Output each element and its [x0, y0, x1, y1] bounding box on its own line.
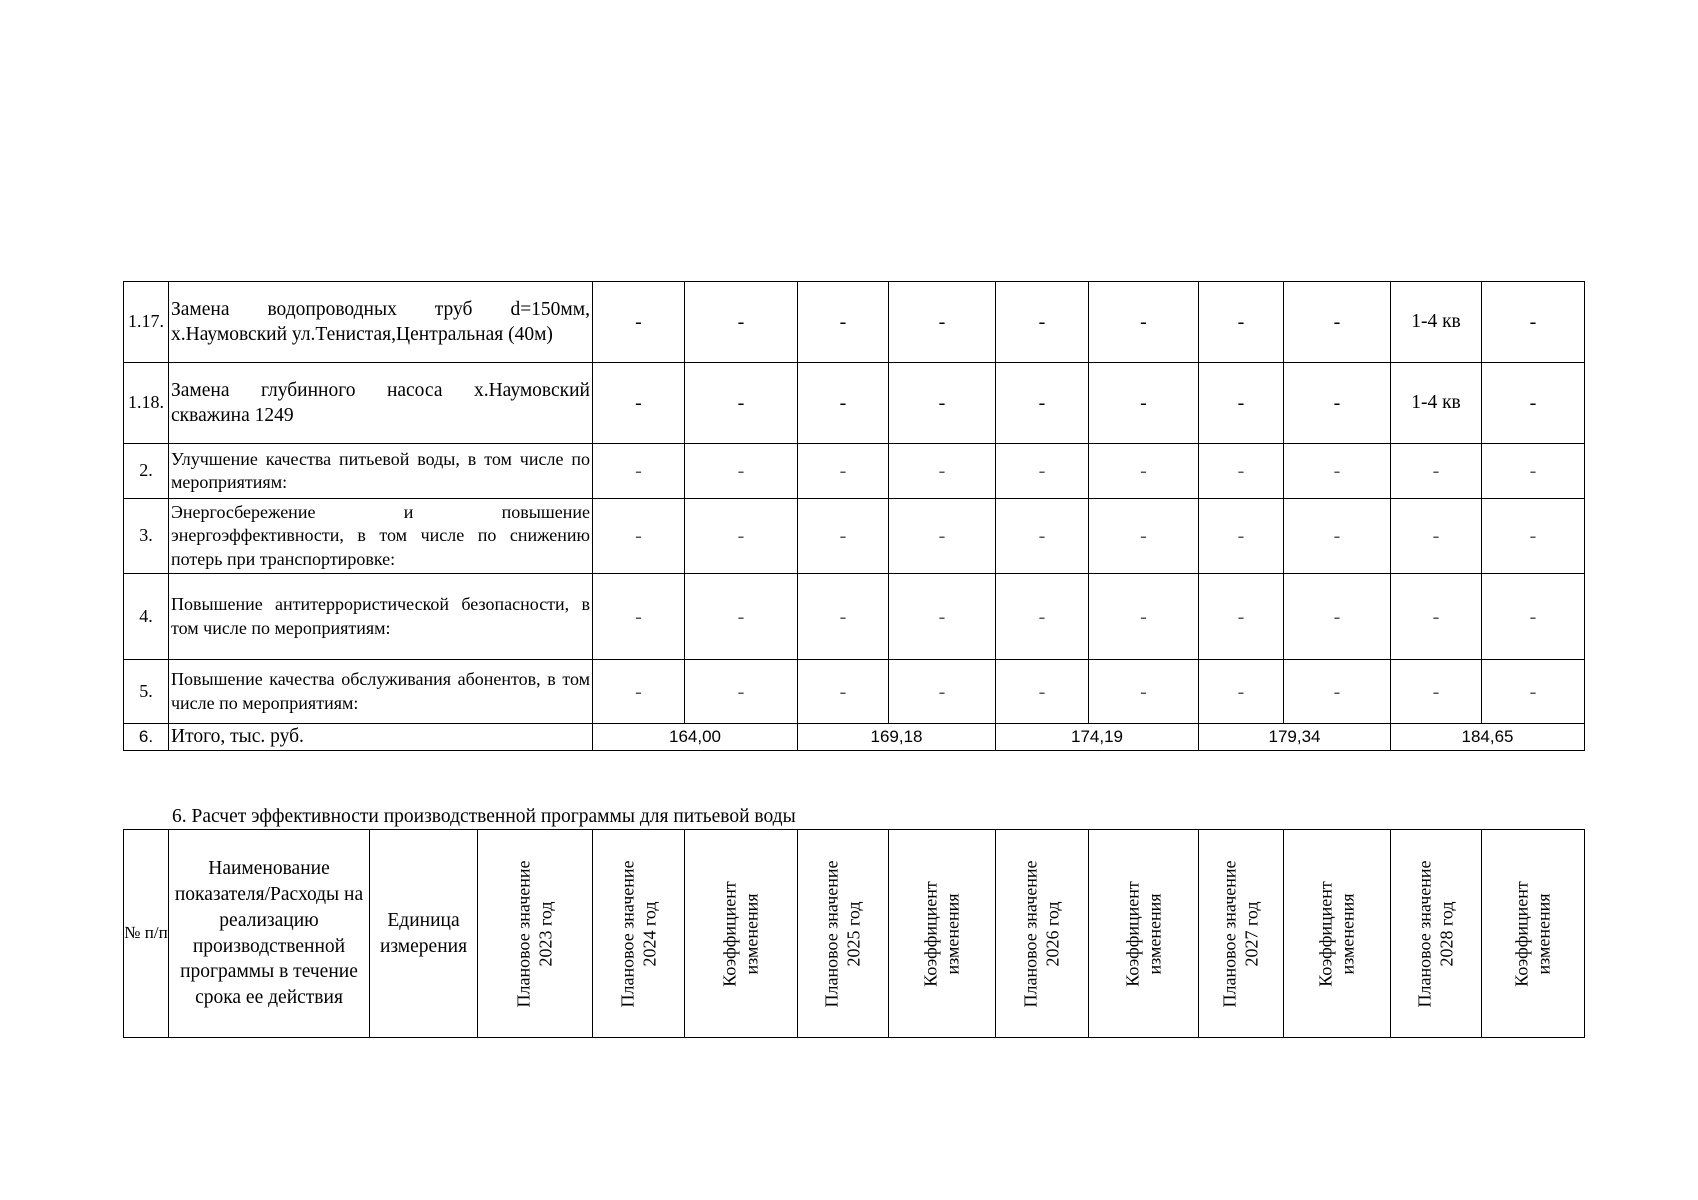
table-row — [124, 499, 1585, 574]
header-coef-2026: Коэффициент изменения — [1089, 830, 1199, 1038]
cell-value: - — [1482, 499, 1585, 574]
cell-value: - — [798, 444, 889, 499]
header-unit: Единица измерения — [370, 830, 478, 1038]
table-row — [124, 363, 1585, 444]
cell-value: - — [1391, 660, 1482, 724]
row-description: Замена глубинного насоса х.Наумовский скважина 1249 — [169, 363, 593, 444]
cell-value: - — [1482, 363, 1585, 444]
cell-value: - — [1199, 363, 1284, 444]
cell-value: - — [1089, 282, 1199, 363]
row-description: Повышение качества обслуживания абонентов, в том числе по мероприятиям: — [169, 660, 593, 724]
table-row — [124, 444, 1585, 499]
cell-value: - — [798, 499, 889, 574]
measures-table — [123, 281, 1585, 751]
cell-value: - — [1284, 444, 1391, 499]
row-description: Улучшение качества питьевой воды, в том числе по мероприятиям: — [169, 444, 593, 499]
cell-value: - — [685, 363, 798, 444]
cell-value: - — [798, 660, 889, 724]
header-coef-2025: Коэффициент изменения — [889, 830, 996, 1038]
table-row — [124, 574, 1585, 660]
header-coef-2028: Коэффициент изменения — [1482, 830, 1585, 1038]
cell-value: - — [889, 282, 996, 363]
row-number: 1.18. — [124, 363, 169, 444]
table-row — [124, 282, 1585, 363]
header-coef-2024: Коэффициент изменения — [685, 830, 798, 1038]
cell-value: - — [593, 363, 685, 444]
cell-value: - — [1089, 499, 1199, 574]
cell-value: - — [798, 282, 889, 363]
cell-value: - — [1089, 574, 1199, 660]
header-plan-2025: Плановое значение 2025 год — [798, 830, 889, 1038]
cell-value: - — [996, 282, 1089, 363]
header-plan-2026: Плановое значение 2026 год — [996, 830, 1089, 1038]
cell-value: - — [889, 444, 996, 499]
cell-value: - — [1284, 363, 1391, 444]
row-number: 2. — [124, 444, 169, 499]
total-value: 164,00 — [593, 724, 798, 750]
cell-value: - — [1089, 444, 1199, 499]
cell-value: - — [1391, 499, 1482, 574]
cell-value: - — [1089, 363, 1199, 444]
header-plan-2023: Плановое значение 2023 год — [478, 830, 593, 1038]
cell-value: - — [996, 660, 1089, 724]
cell-value: - — [1482, 282, 1585, 363]
cell-value: - — [996, 363, 1089, 444]
cell-value: - — [593, 660, 685, 724]
cell-value: - — [685, 574, 798, 660]
table-row — [124, 660, 1585, 724]
efficiency-table — [123, 829, 1585, 1038]
cell-value: - — [1284, 574, 1391, 660]
cell-value: - — [685, 444, 798, 499]
cell-value: - — [593, 574, 685, 660]
row-description: Энергосбережение и повышение энергоэффективности, в том числе по снижению потерь при транспортировке: — [169, 499, 593, 574]
cell-value: - — [1391, 574, 1482, 660]
cell-value: - — [1199, 444, 1284, 499]
cell-value: 1-4 кв — [1391, 363, 1482, 444]
cell-value: - — [1199, 660, 1284, 724]
cell-value: - — [685, 660, 798, 724]
total-number: 6. — [124, 724, 169, 750]
header-coef-2027: Коэффициент изменения — [1284, 830, 1391, 1038]
row-description: Повышение антитеррористической безопасности, в том числе по мероприятиям: — [169, 574, 593, 660]
row-number: 5. — [124, 660, 169, 724]
header-name: Наименование показателя/Расходы на реализацию производственной программы в течение срока ее действия — [169, 830, 370, 1038]
cell-value: - — [593, 499, 685, 574]
total-label: Итого, тыс. руб. — [169, 724, 593, 750]
header-number: № п/п — [124, 830, 169, 1038]
total-value: 169,18 — [798, 724, 996, 750]
cell-value: - — [1482, 574, 1585, 660]
cell-value: - — [685, 499, 798, 574]
cell-value: - — [1284, 499, 1391, 574]
cell-value: - — [1284, 660, 1391, 724]
cell-value: - — [1284, 282, 1391, 363]
cell-value: - — [889, 660, 996, 724]
cell-value: - — [1482, 444, 1585, 499]
total-row — [124, 724, 1585, 750]
row-number: 1.17. — [124, 282, 169, 363]
cell-value: - — [996, 574, 1089, 660]
header-plan-2024: Плановое значение 2024 год — [593, 830, 685, 1038]
total-value: 184,65 — [1391, 724, 1585, 750]
row-description: Замена водопроводных труб d=150мм, х.Наумовский ул.Тенистая,Центральная (40м) — [169, 282, 593, 363]
cell-value: 1-4 кв — [1391, 282, 1482, 363]
row-number: 4. — [124, 574, 169, 660]
cell-value: - — [889, 499, 996, 574]
cell-value: - — [798, 574, 889, 660]
cell-value: - — [685, 282, 798, 363]
cell-value: - — [593, 444, 685, 499]
cell-value: - — [889, 574, 996, 660]
cell-value: - — [593, 282, 685, 363]
section-title: 6. Расчет эффективности производственной программы для питьевой воды — [172, 806, 796, 827]
header-plan-2027: Плановое значение 2027 год — [1199, 830, 1284, 1038]
cell-value: - — [996, 444, 1089, 499]
cell-value: - — [1199, 282, 1284, 363]
cell-value: - — [1089, 660, 1199, 724]
cell-value: - — [1391, 444, 1482, 499]
cell-value: - — [1199, 499, 1284, 574]
header-plan-2028: Плановое значение 2028 год — [1391, 830, 1482, 1038]
total-value: 174,19 — [996, 724, 1199, 750]
total-value: 179,34 — [1199, 724, 1391, 750]
cell-value: - — [1482, 660, 1585, 724]
row-number: 3. — [124, 499, 169, 574]
cell-value: - — [798, 363, 889, 444]
cell-value: - — [1199, 574, 1284, 660]
cell-value: - — [996, 499, 1089, 574]
cell-value: - — [889, 363, 996, 444]
header-row — [124, 830, 1585, 1038]
